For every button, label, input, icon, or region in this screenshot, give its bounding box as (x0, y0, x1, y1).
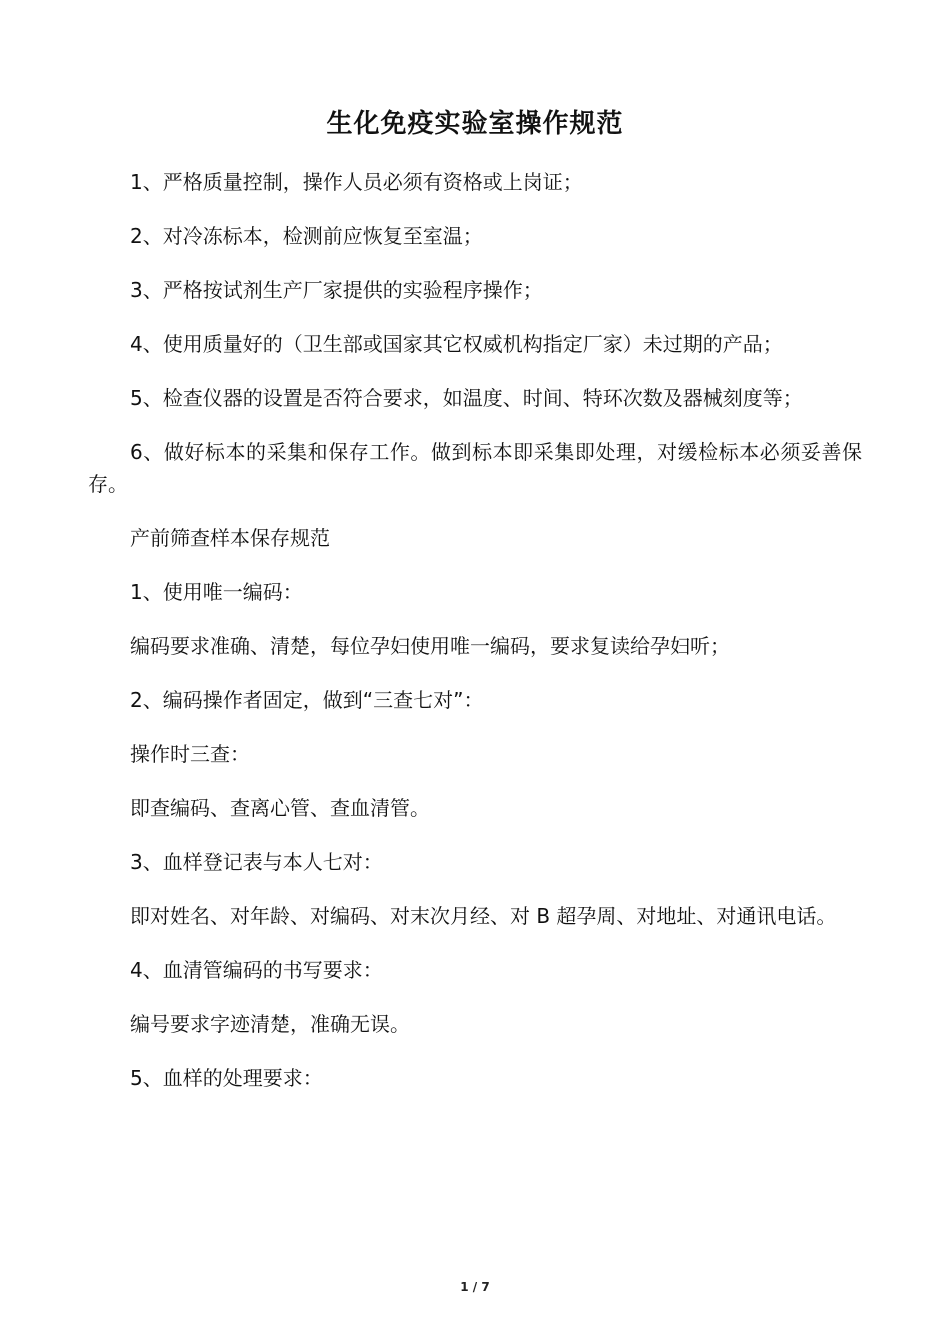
paragraph-12: 3、血样登记表与本人七对： (130, 850, 383, 874)
paragraph-16: 5、血样的处理要求： (130, 1066, 323, 1090)
paragraph-11: 即查编码、查离心管、查血清管。 (130, 796, 430, 820)
section-heading: 产前筛查样本保存规范 (130, 526, 330, 550)
paragraph-1: 1、严格质量控制，操作人员必须有资格或上岗证； (130, 170, 583, 194)
paragraph-3: 3、严格按试剂生产厂家提供的实验程序操作； (130, 278, 543, 302)
document-body (88, 166, 862, 1116)
paragraph-5: 5、检查仪器的设置是否符合要求，如温度、时间、特环次数及器械刻度等； (130, 386, 803, 410)
document-title: 生化免疫实验室操作规范 (326, 109, 624, 139)
paragraph-7: 1、使用唯一编码： (130, 580, 303, 604)
paragraph-2: 2、对冷冻标本，检测前应恢复至室温； (130, 224, 483, 248)
paragraph-15: 编号要求字迹清楚，准确无误。 (130, 1012, 410, 1036)
page-number: 1 / 7 (460, 1280, 490, 1294)
paragraph-6: 6、做好标本的采集和保存工作。做到标本即采集即处理，对缓检标本必须妥善保存。 (88, 440, 862, 496)
paragraph-8: 编码要求准确、清楚，每位孕妇使用唯一编码，要求复读给孕妇听； (130, 634, 730, 658)
paragraph-4: 4、使用质量好的（卫生部或国家其它权威机构指定厂家）未过期的产品； (130, 332, 783, 356)
paragraph-13: 即对姓名、对年龄、对编码、对末次月经、对 B 超孕周、对地址、对通讯电话。 (130, 904, 837, 928)
paragraph-9: 2、编码操作者固定，做到“三查七对”： (130, 688, 484, 712)
paragraph-10: 操作时三查： (130, 742, 250, 766)
paragraph-14: 4、血清管编码的书写要求： (130, 958, 383, 982)
